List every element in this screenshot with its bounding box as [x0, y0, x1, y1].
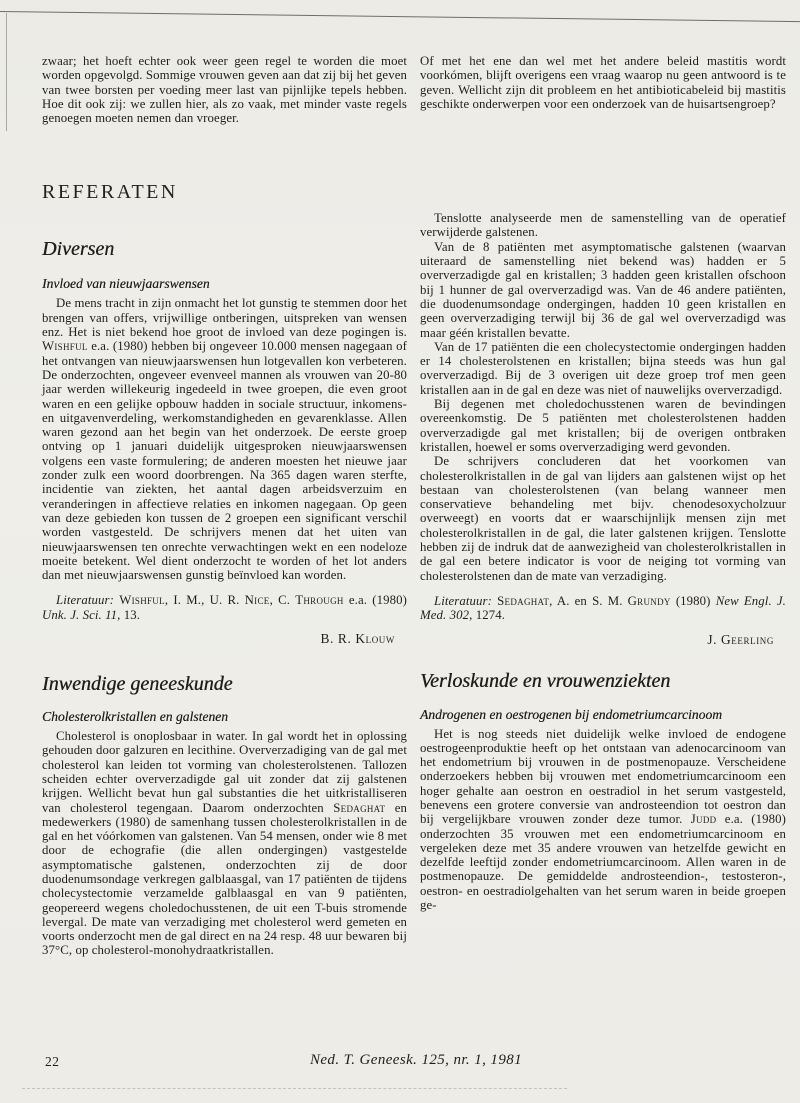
article-title-androgenen: Androgenen en oestrogenen bij endometriumcarcinoom [420, 706, 723, 722]
article-title-cholesterolkristallen: Cholesterolkristallen en galstenen [42, 709, 229, 725]
section-title-inwendige-geneeskunde: Inwendige geneeskunde [42, 673, 233, 696]
continued-paragraph-mastitis: Of met het ene dan wel met het andere beleid mastitis wordt voorkómen, blijft overigens een vraag waarop nu geen antwoord is te geven. Wellicht zijn dit probleem en het antibioticabeleid bij mastitis geschikte onderwerpen voor een onderzoek van de huisartsengroep? [420, 54, 786, 111]
article-paragraph-galstenen-2: Van de 8 patiënten met asymptomatische galstenen (waarvan uiteraard de samenstelling niet bekend was) hadden er 5 oververzadigde gal en kristallen; 3 hadden geen kristallen ofschoon bij 1 hunner de gal oververzadigd was. Van de 46 andere patiënten, die duodenumsondage ondergingen, hadden 10 geen kristallen en geen oververzadiging terwijl bij 36 de gal wel oververzadigd was maar géén kristallen bevatte. [420, 239, 786, 340]
article-title-invloed-van-nieuwjaarswensen: Invloed van nieuwjaarswensen [42, 276, 210, 292]
left-column [42, 54, 407, 958]
section-title-verloskunde: Verloskunde en vrouwenziekten [420, 669, 671, 692]
scan-artifact-left-edge [6, 13, 7, 131]
article-paragraph-galstenen-4: Bij degenen met choledochusstenen waren de bevindingen overeenkomstig. De 5 patiënten met cholesterolstenen hadden oververzadigde gal met kristallen; bij de overigen ontbraken kristallen, hoewel er soms oververzadiging werd gevonden. [420, 397, 786, 454]
scan-artifact-top-line [0, 11, 800, 23]
literature-reference-nieuwjaarswensen: Literatuur: Wishful, I. M., U. R. Nice, C. Through e.a. (1980) Unk. J. Sci. 11, 13. [42, 593, 408, 622]
right-column [420, 54, 786, 912]
cholesterol-article-continuation [420, 211, 786, 583]
article-body-cholesterol: Cholesterol is onoplosbaar in water. In gal wordt het in oplossing gehouden door galzuren en lecithine. Oververzadiging van de gal met cholesterol kan leiden tot vorming van cholesterolstenen. Tallozen scheiden echter oververzadigde gal uit zonder dat zij galstenen krijgen. Wellicht bevat hun gal substanties die het uitkristalliseren van cholesterol tegengaan. Daarom onderzochten Sedaghat en medewerkers (1980) de samenhang tussen cholesterolkristallen in de gal en het vóórkomen van galstenen. Van 54 mensen, onder wie 8 met door de echografie (die allen ondergingen) vastgestelde asymptomatische galstenen, onderzochten zij de door duodenumsondage verkregen galblaasgal, van 17 patiënten de tijdens cholecystectomie verzamelde galblaasgal en van 9 patiënten, geopereerd wegens choledochusstenen, de uit een T-buis stromende levergal. De mate van verzadiging met cholesterol werd gemeten en voorts onderzocht men de gal direct en na 24 resp. 48 uur bewaren bij 37°C, op cholesterol-monohydraatkristallen. [42, 729, 408, 958]
article-paragraph-galstenen-5: De schrijvers concluderen dat het voorkomen van cholesterolkristallen in de gal van lijders aan galstenen wijst op het bestaan van cholesterolstenen (van belang wanneer men conservatieve behandeling met bijv. chenodesoxycholzuur overweegt) en voorts dat er waarschijnlijk mensen zijn met cholesterolkristallen in de gal, die later galstenen krijgen. Tenslotte hebben zij de indruk dat de aanwezigheid van cholesterolkristallen in de gal een betere indicator is voor de neiging tot vorming van cholesterolstenen dan de mate van verzadiging. [420, 454, 786, 583]
continued-paragraph-borstvoeding: zwaar; het hoeft echter ook weer geen regel te worden die moet worden opgevolgd. Sommige vrouwen geven aan dat zij bij het geven van twee borsten per voeding meer last van pijnlijke tepels hebben. Hoe dit ook zij: we zullen hier, als zo vaak, met minder vaste regels genoegen moeten nemen dan vroeger. [42, 54, 407, 126]
referaten-heading: REFERATEN [42, 181, 178, 204]
literature-reference-cholesterol: Literatuur: Sedaghat, A. en S. M. Grundy (1980) New Engl. J. Med. 302, 1274. [420, 593, 786, 623]
journal-reference: Ned. T. Geneesk. 125, nr. 1, 1981 [309, 1052, 523, 1068]
article-paragraph-galstenen-3: Van de 17 patiënten die een cholecystectomie ondergingen hadden er 14 cholesterolstenen en kristallen; bijna steeds was hun gal oververzadigd. Bij de 3 overigen uit deze groep trof men geen kristallen aan in de gal en deze was niet of nauwelijks oververzadigd. [420, 339, 786, 397]
article-body-nieuwjaarswensen: De mens tracht in zijn onmacht het lot gunstig te stemmen door het brengen van offers, vrijwillige ontberingen, uitspreken van wensen enz. Het is niet bekend hoe groot de invloed van deze pogingen is. Wishful e.a. (1980) hebben bij ongeveer 10.000 mensen nagegaan of het ontvangen van nieuwjaarswensen hun lotgevallen kon verbeteren. De onderzochten, ongeveer evenveel mannen als vrouwen van 20-80 jaar werden willekeurig ingedeeld in twee groepen, die even groot waren en een gelijke opbouw hadden in sociale structuur, inkomens- en uitgavenverdeling, werkomstandigheden en gevarenklasse. Allen waren gezond aan het begin van het onderzoek. De eerste groep ontving op 1 januari duidelijk uitgesproken nieuwjaarswensen volgens een vaste formulering; de anderen moesten het nieuwe jaar zonder zulk een woord doorbrengen. Na 365 dagen waren sterfte, incidentie van ziekten, het aantal dagen arbeidsverzuim en veranderingen in affectieve relaties en inkomen nagegaan. Op geen van deze gebieden kon tussen de 2 groepen een significant verschil worden vastgesteld. De schrijvers menen dat het uiten van nieuwjaarswensen ten onrechte verwachtingen wekt en een nodeloze moeite betekent. Wel dient onderzocht te worden of het lot anders dan met nieuwjaarswensen gunstig beïnvloed kan worden. [42, 296, 407, 583]
page-number: 22 [45, 1054, 60, 1069]
scan-artifact-bottom-smudge [22, 1088, 567, 1089]
page-footer [0, 1052, 800, 1074]
author-signature-klouw: B. R. Klouw [320, 631, 395, 647]
section-title-diversen: Diversen [42, 238, 115, 261]
article-body-androgenen: Het is nog steeds niet duidelijk welke invloed de endogene oestrogeenproduktie heeft op het ontstaan van adenocarcinoom van het endometrium bij vrouwen in de postmenopauze. Verscheidene onderzoekers hebben bij vrouwen met endometriumcarcinoom een hoger gehalte aan oestron en oestradiol in het serum vastgesteld, benevens een grotere conversie van androsteendion tot oestron dan bij vergelijkbare vrouwen zonder deze tumor. Judd e.a. (1980) onderzochten 35 vrouwen met een endometriumcarcinoom en vergeleken deze met 35 andere vrouwen van hetzelfde gewicht en dezelfde leeftijd zonder endometriumcarcinoom. Allen waren in de postmenopauze. De gemiddelde androsteendion-, testosteron-, oestron- en oestradiolgehalten van het serum waren in beide groepen ge- [420, 726, 786, 913]
author-signature-geerling: J. Geerling [707, 631, 774, 647]
article-paragraph-galstenen-1: Tenslotte analyseerde men de samenstelling van de operatief verwijderde galstenen. [420, 211, 786, 240]
